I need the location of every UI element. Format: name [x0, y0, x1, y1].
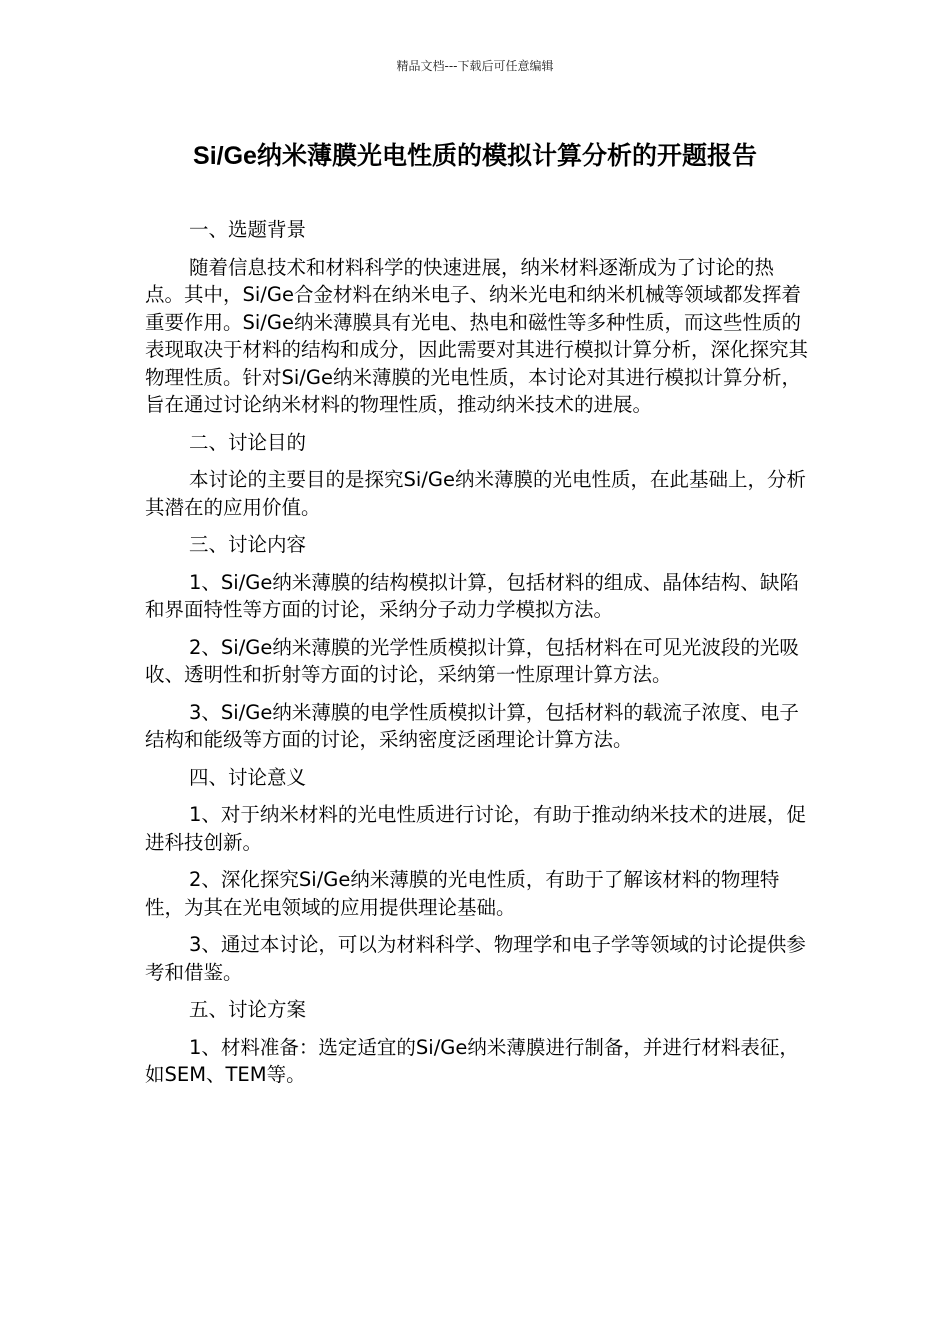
- section-plan: [145, 996, 808, 1089]
- paragraph: 随着信息技术和材料科学的快速进展，纳米材料逐渐成为了讨论的热点。其中，Si/Ge合金材料在纳米电子、纳米光电和纳米机械等领域都发挥着重要作用。Si/Ge纳米薄膜具有光电、热电和磁性等多种性质，而这些性质的表现取决于材料的结构和成分，因此需要对其进行模拟计算分析，深化探究其物理性质。针对Si/Ge纳米薄膜的光电性质，本讨论对其进行模拟计算分析，旨在通过讨论纳米材料的物理性质，推动纳米技术的进展。: [145, 255, 809, 416]
- list-item: 2、Si/Ge纳米薄膜的光学性质模拟计算，包括材料在可见光波段的光吸收、透明性和折射等方面的讨论，采纳第一性原理计算方法。: [145, 635, 799, 686]
- paragraph: 本讨论的主要目的是探究Si/Ge纳米薄膜的光电性质，在此基础上，分析其潜在的应用价值。: [145, 468, 806, 519]
- page-header: 精品文档---下载后可任意编辑: [396, 59, 554, 73]
- list-item: 1、材料准备：选定适宜的Si/Ge纳米薄膜进行制备，并进行材料表征，如SEM、TEM等。: [145, 1035, 799, 1086]
- document-body: [145, 216, 808, 1099]
- section-content: [145, 531, 808, 754]
- section-heading: 一、选题背景: [189, 218, 307, 241]
- list-item: 2、深化探究Si/Ge纳米薄膜的光电性质，有助于了解该材料的物理特性，为其在光电领域的应用提供理论基础。: [145, 868, 780, 919]
- section-heading: 五、讨论方案: [189, 998, 307, 1021]
- section-heading: 三、讨论内容: [189, 533, 307, 556]
- section-heading: 四、讨论意义: [189, 765, 307, 789]
- list-item: 3、Si/Ge纳米薄膜的电学性质模拟计算，包括材料的载流子浓度、电子结构和能级等方面的讨论，采纳密度泛函理论计算方法。: [145, 700, 799, 751]
- list-item: 1、Si/Ge纳米薄膜的结构模拟计算，包括材料的组成、晶体结构、缺陷和界面特性等方面的讨论，采纳分子动力学模拟方法。: [145, 570, 799, 621]
- document-title: Si/Ge纳米薄膜光电性质的模拟计算分析的开题报告: [193, 142, 757, 170]
- section-purpose: [145, 429, 808, 522]
- section-heading: 二、讨论目的: [189, 430, 307, 454]
- list-item: 1、对于纳米材料的光电性质进行讨论，有助于推动纳米技术的进展，促进科技创新。: [145, 803, 806, 854]
- section-background: [145, 216, 808, 419]
- section-significance: [145, 764, 808, 987]
- list-item: 3、通过本讨论，可以为材料科学、物理学和电子学等领域的讨论提供参考和借鉴。: [145, 933, 806, 984]
